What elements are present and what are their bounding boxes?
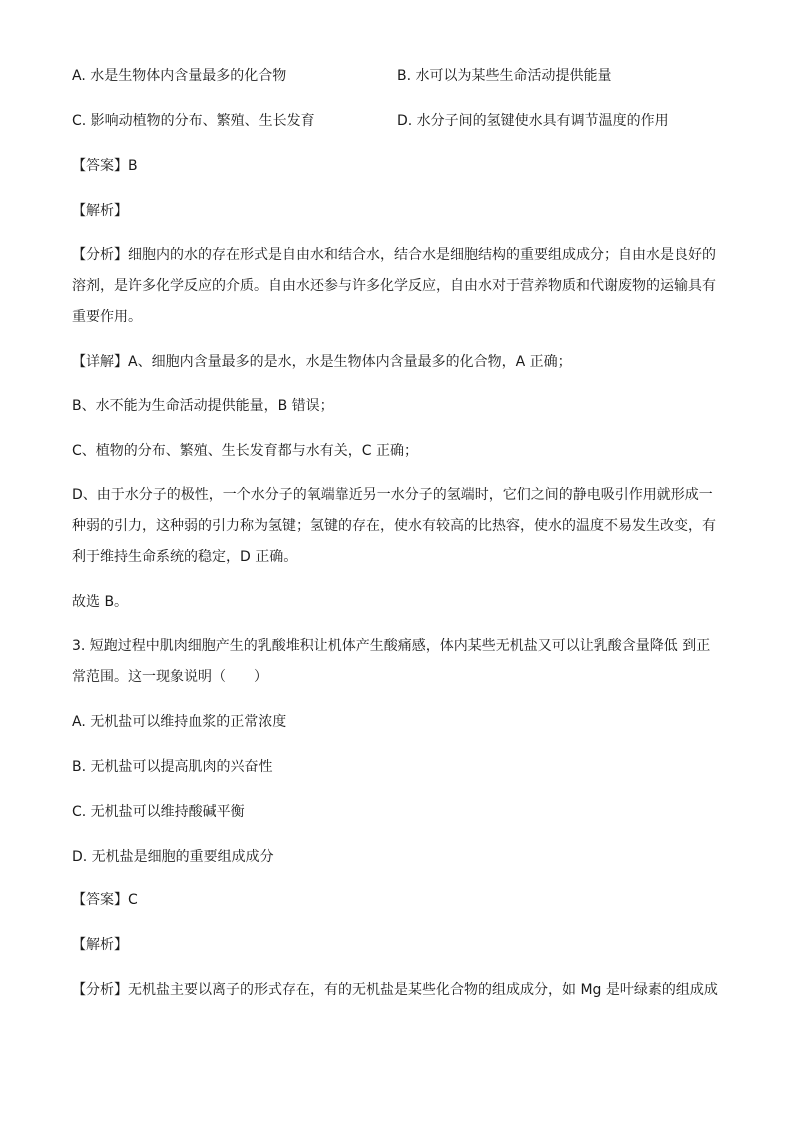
xiangjie-label: 【详解】 (72, 354, 128, 370)
fenxi-line-2: 溶剂，是许多化学反应的介质。自由水还参与许多化学反应，自由水对于营养物质和代谢废物的运输具有 (72, 278, 716, 294)
xiangjie-d-line-1: D、由于水分子的极性，一个水分子的氧端靠近另一水分子的氢端时，它们之间的静电吸引作用就形成一 (72, 487, 713, 503)
answer-value: B (128, 158, 138, 174)
option-c: C. 影响动植物的分布、繁殖、生长发育 (72, 113, 315, 129)
option-d: D. 水分子间的氢键使水具有调节温度的作用 (397, 113, 669, 129)
fenxi-label: 【分析】 (72, 247, 128, 263)
question-3-stem (72, 631, 722, 693)
xiangjie-c: C、植物的分布、繁殖、生长发育都与水有关，C 正确； (72, 443, 418, 459)
fenxi-line-3: 重要作用。 (72, 309, 142, 325)
fenxi-line-1: 【分析】细胞内的水的存在形式是自由水和结合水，结合水是细胞结构的重要组成成分；自由水是良好的 (72, 247, 716, 263)
answer-label: 【答案】 (72, 158, 128, 174)
q3-answer-label: 【答案】 (72, 892, 128, 908)
answer-line (72, 156, 138, 176)
q3-answer-line (72, 890, 138, 910)
q3-option-c: C. 无机盐可以维持酸碱平衡 (72, 804, 245, 820)
xiangjie-b: B、水不能为生命活动提供能量，B 错误； (72, 398, 334, 414)
conclusion: 故选 B。 (72, 594, 129, 610)
xiangjie-d-line-3: 利于维持生命系统的稳定，D 正确。 (72, 549, 298, 565)
q3-option-d: D. 无机盐是细胞的重要组成成分 (72, 849, 274, 865)
xiangjie-d-paragraph (72, 480, 722, 573)
q3-answer-value: C (128, 892, 138, 908)
xiangjie-d-line-2: 种弱的引力，这种弱的引力称为氢键；氢键的存在，使水有较高的比热容，使水的温度不易发生改变，有 (72, 518, 716, 534)
q3-option-b: B. 无机盐可以提高肌肉的兴奋性 (72, 759, 273, 775)
fenxi-paragraph (72, 240, 722, 333)
q3-fenxi-label: 【分析】 (72, 982, 128, 998)
question-3-stem-line-1: 3. 短跑过程中肌肉细胞产生的乳酸堆积让机体产生酸痛感，体内某些无机盐又可以让乳酸含量降低 到正 (72, 638, 711, 654)
q3-analysis-heading: 【解析】 (72, 937, 128, 953)
option-b: B. 水可以为某些生命活动提供能量 (397, 68, 612, 84)
option-a: A. 水是生物体内含量最多的化合物 (72, 68, 287, 84)
q3-option-a: A. 无机盐可以维持血浆的正常浓度 (72, 714, 287, 730)
question-3-stem-line-2: 常范围。这一现象说明（ ） (72, 669, 268, 685)
xiangjie-a: 【详解】A、细胞内含量最多的是水，水是生物体内含量最多的化合物，A 正确； (72, 354, 572, 370)
analysis-heading: 【解析】 (72, 203, 128, 219)
q3-fenxi-line: 【分析】无机盐主要以离子的形式存在，有的无机盐是某些化合物的组成成分，如 Mg 是叶绿素的组成成 (72, 982, 718, 998)
